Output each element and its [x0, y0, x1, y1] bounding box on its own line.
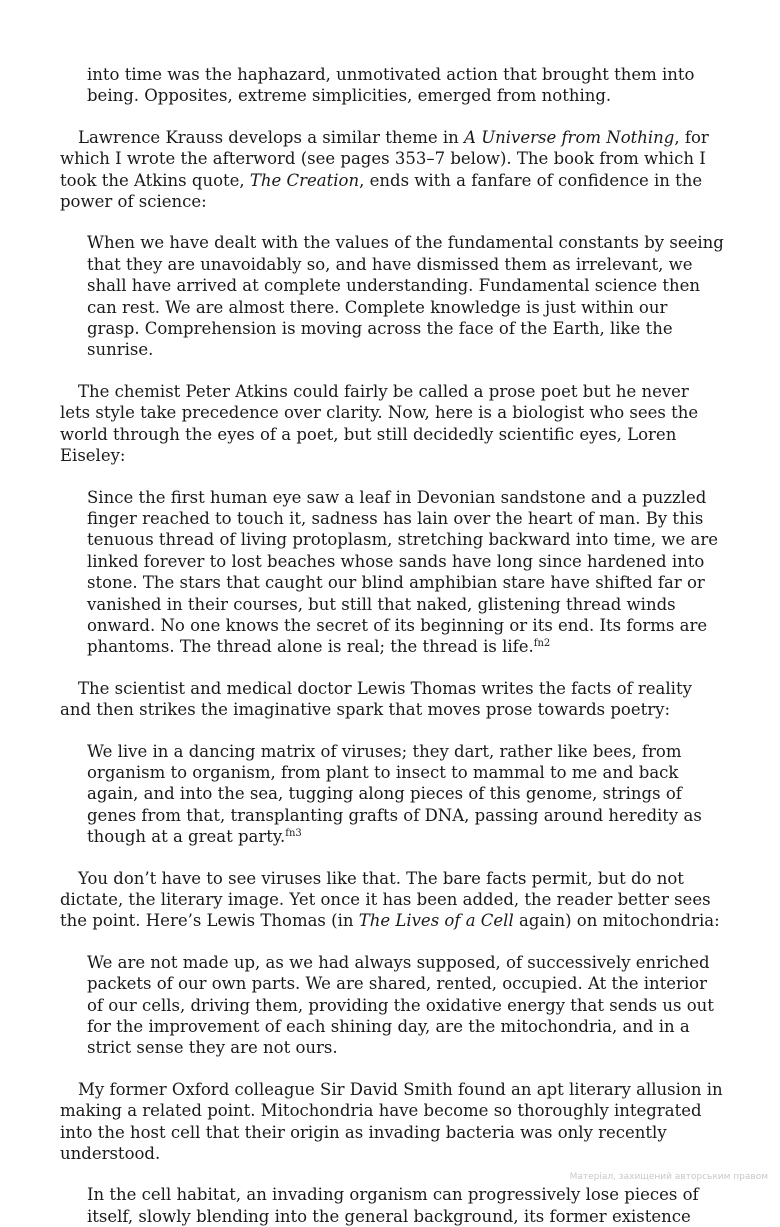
paragraph-gap: [60, 721, 724, 741]
text-run: Since the first human eye saw a leaf in Devonian sandstone and a puzzled finger reached to touch it, sadness has lain over the heart of man. By this tenuous thread of living protoplasm, stretching backward into time, we are linked forever to lost beaches whose sands have long since hardened into stone. The stars that caught our blind amphibian stare have shifted far or vanished in their courses, but still that naked, glistening thread winds onward. No one knows the secret of its beginning or its end. Its forms are phantoms. The thread alone is real; the thread is life.: [87, 487, 718, 657]
block-quote: [87, 64, 724, 107]
book-title: The Creation: [249, 170, 360, 190]
footnote-marker[interactable]: fn2: [533, 638, 551, 650]
text-run: again) on mitochondria:: [513, 911, 720, 931]
text-run: We live in a dancing matrix of viruses; they dart, rather like bees, from organism to organism, from plant to insect to mammal to me and back again, and into the sea, tugging along pieces of this genome, strings of genes from that, transplanting grafts of DNA, passing around heredity as though at a great party.: [87, 741, 702, 847]
text-run: My former Oxford colleague Sir David Smith found an apt literary allusion in making a related point. Mitochondria have become so thoroughly integrated into the host cell that their origin as invading bacteria was only recently understood.: [60, 1079, 723, 1164]
block-quote: [87, 1184, 724, 1227]
book-title: A Universe from Nothing: [464, 127, 675, 147]
block-quote: [87, 952, 724, 1059]
text-run: The scientist and medical doctor Lewis Thomas writes the facts of reality and then strikes the imaginative spark that moves prose towards poetry:: [60, 678, 692, 720]
paragraph-gap: [60, 658, 724, 678]
block-quote: [87, 487, 724, 658]
text-run: The chemist Peter Atkins could fairly be called a prose poet but he never lets style take precedence over clarity. Now, here is a biologist who sees the world through the eyes of a poet, but still decidedly scientific eyes, Loren Eiseley:: [60, 381, 699, 466]
paragraph-gap: [60, 467, 724, 487]
paragraph-gap: [60, 107, 724, 127]
book-title: The Lives of a Cell: [358, 911, 514, 931]
body-paragraph: [60, 868, 724, 932]
footnote-marker[interactable]: fn3: [285, 828, 302, 840]
text-run: You don’t have to see viruses like that. The bare facts permit, but do not dictate, the literary image. Yet once it has been added, the reader better sees the point. Here’s Lewis Thomas (in: [60, 868, 711, 931]
body-paragraph: [60, 1079, 724, 1165]
block-quote: [87, 741, 724, 848]
paragraph-gap: [60, 848, 724, 868]
text-run: , ends with a fanfare of confidence in the power of science:: [60, 170, 703, 212]
text-run: , for which I wrote the afterword (see pages 353–7 below). The book from which I took the Atkins quote,: [60, 127, 709, 190]
paragraph-gap: [60, 361, 724, 381]
body-paragraph: [60, 678, 724, 721]
paragraph-gap: [60, 1059, 724, 1079]
text-run: In the cell habitat, an invading organism can progressively lose pieces of itself, slowly blending into the general background, its former existence: [87, 1185, 699, 1226]
text-run: Lawrence Krauss develops a similar theme in: [78, 127, 465, 147]
paragraph-gap: [60, 932, 724, 952]
text-run: We are not made up, as we had always supposed, of successively enriched packets of our own parts. We are shared, rented, occupied. At the interior of our cells, driving them, providing the oxidative energy that sends us out for the improvement of each shining day, are the mitochondria, and in a strict sense they are not ours.: [87, 952, 714, 1058]
text-run: When we have dealt with the values of the fundamental constants by seeing that they are unavoidably so, and have dismissed them as irrelevant, we shall have arrived at complete understanding. Fundamental science then can rest. We are almost there. Complete knowledge is just within our grasp. Comprehension is moving across the face of the Earth, like the sunrise.: [87, 233, 724, 360]
text-run: into time was the haphazard, unmotivated action that brought them into being. Opposites, extreme simplicities, emerged from nothing.: [87, 65, 695, 106]
paragraph-gap: [60, 212, 724, 232]
body-paragraph: [60, 127, 724, 213]
page-body: [60, 64, 724, 1227]
body-paragraph: [60, 381, 724, 467]
copyright-watermark: Матеріал, захищений авторським правом: [569, 1171, 768, 1182]
block-quote: [87, 232, 724, 360]
